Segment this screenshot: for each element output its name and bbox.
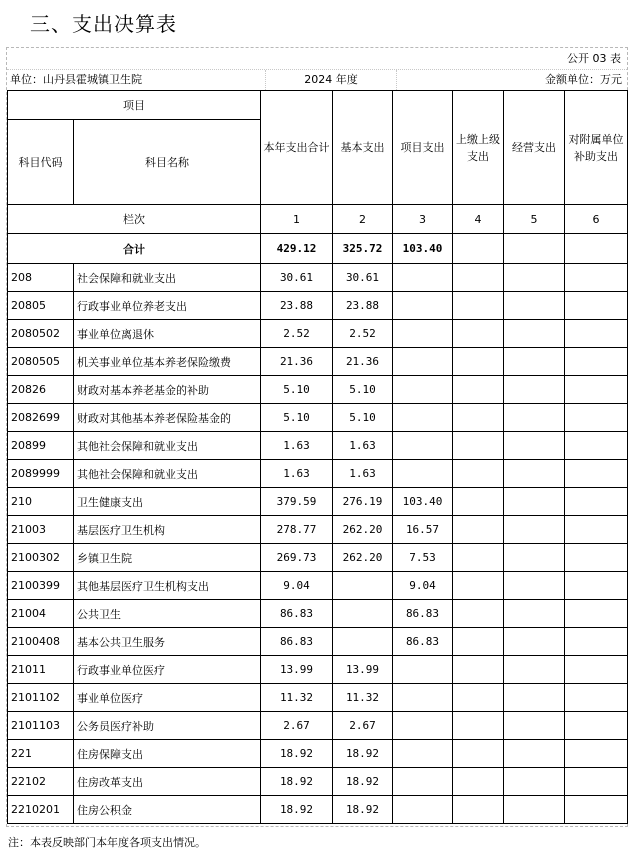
meta-row [7,69,627,90]
amount-cell [393,376,453,404]
total-value [504,234,565,264]
amount-cell [393,712,453,740]
amount-cell: 11.32 [261,684,333,712]
amount-cell [565,460,628,488]
total-row [8,234,628,264]
amount-cell [504,404,565,432]
amount-cell: 9.04 [261,572,333,600]
subject-name: 事业单位医疗 [74,684,261,712]
subject-name: 公共卫生 [74,600,261,628]
amount-cell: 16.57 [393,516,453,544]
amount-cell [565,516,628,544]
amount-cell [393,656,453,684]
amount-cell: 5.10 [333,404,393,432]
table-row [8,348,628,376]
amount-cell: 2.67 [261,712,333,740]
table-row [8,292,628,320]
amount-cell [453,404,504,432]
amount-cell [453,684,504,712]
col-number: 1 [261,205,333,234]
header-business-expense: 经营支出 [504,91,565,205]
subject-name: 其他基层医疗卫生机构支出 [74,572,261,600]
amount-cell [453,768,504,796]
amount-cell [565,432,628,460]
amount-cell [565,712,628,740]
amount-cell [504,740,565,768]
amount-cell: 2.52 [261,320,333,348]
table-row [8,432,628,460]
amount-cell: 18.92 [261,796,333,824]
subject-code: 2080505 [8,348,74,376]
total-value: 325.72 [333,234,393,264]
amount-cell: 30.61 [261,264,333,292]
subject-name: 卫生健康支出 [74,488,261,516]
amount-cell: 21.36 [333,348,393,376]
amount-cell [333,628,393,656]
amount-cell: 13.99 [261,656,333,684]
amount-cell [453,796,504,824]
amount-cell [565,740,628,768]
amount-cell [504,712,565,740]
amount-cell: 9.04 [393,572,453,600]
col-number: 3 [393,205,453,234]
subject-code: 20899 [8,432,74,460]
amount-cell [453,572,504,600]
amount-cell [565,544,628,572]
amount-cell: 18.92 [261,740,333,768]
amount-cell: 18.92 [333,768,393,796]
amount-cell: 21.36 [261,348,333,376]
amount-cell [453,600,504,628]
amount-cell [565,320,628,348]
amount-cell [504,432,565,460]
subject-code: 2082699 [8,404,74,432]
amount-cell [565,376,628,404]
amount-cell [565,684,628,712]
unit-name: 单位：山丹县霍城镇卫生院 [10,73,142,86]
subject-name: 乡镇卫生院 [74,544,261,572]
table-row [8,264,628,292]
amount-cell [504,628,565,656]
amount-cell [565,264,628,292]
subject-code: 21003 [8,516,74,544]
header-subsidy-subordinate: 对附属单位补助支出 [565,91,628,205]
amount-cell [453,488,504,516]
header-remit-upper: 上缴上级支出 [453,91,504,205]
subject-code: 22102 [8,768,74,796]
subject-code: 2100408 [8,628,74,656]
amount-cell: 103.40 [393,488,453,516]
amount-cell: 276.19 [333,488,393,516]
subject-name: 基本公共卫生服务 [74,628,261,656]
amount-cell [504,488,565,516]
subject-name: 公务员医疗补助 [74,712,261,740]
table-code: 公开 03 表 [567,52,621,65]
amount-cell [453,544,504,572]
amount-cell [393,320,453,348]
header-basic-expense: 基本支出 [333,91,393,205]
subject-name: 事业单位离退休 [74,320,261,348]
col-number: 4 [453,205,504,234]
amount-cell [504,516,565,544]
amount-cell: 1.63 [333,460,393,488]
amount-cell [393,460,453,488]
amount-cell: 86.83 [393,628,453,656]
amount-cell [453,320,504,348]
amount-cell [453,712,504,740]
page-title: 三、支出决算表 [30,12,177,36]
amount-cell [453,432,504,460]
subject-code: 2080502 [8,320,74,348]
footnote: 注：本表反映部门本年度各项支出情况。 [8,836,206,849]
amount-cell: 13.99 [333,656,393,684]
amount-cell: 1.63 [333,432,393,460]
amount-cell [565,348,628,376]
header-item: 项目 [8,91,261,120]
subject-code: 210 [8,488,74,516]
table-row [8,600,628,628]
amount-cell: 5.10 [333,376,393,404]
amount-cell [504,460,565,488]
table-row [8,796,628,824]
amount-cell: 379.59 [261,488,333,516]
subject-code: 2101103 [8,712,74,740]
amount-cell [453,264,504,292]
subject-name: 住房公积金 [74,796,261,824]
amount-cell [393,292,453,320]
amount-cell: 11.32 [333,684,393,712]
amount-cell [504,796,565,824]
amount-cell [453,348,504,376]
subject-code: 20805 [8,292,74,320]
amount-cell: 1.63 [261,460,333,488]
subject-name: 社会保障和就业支出 [74,264,261,292]
table-row [8,572,628,600]
amount-cell [504,376,565,404]
amount-cell [504,320,565,348]
subject-code: 20826 [8,376,74,404]
table-row [8,516,628,544]
amount-cell [504,684,565,712]
amount-cell [393,404,453,432]
table-row [8,376,628,404]
amount-cell [393,264,453,292]
amount-cell [504,348,565,376]
amount-cell: 86.83 [261,600,333,628]
amount-cell [565,796,628,824]
table-row [8,460,628,488]
amount-cell: 86.83 [261,628,333,656]
amount-cell [393,768,453,796]
header-column-label: 栏次 [8,205,261,234]
amount-cell [453,656,504,684]
amount-cell: 18.92 [333,740,393,768]
subject-name: 住房保障支出 [74,740,261,768]
subject-code: 2210201 [8,796,74,824]
table-row [8,488,628,516]
amount-cell: 86.83 [393,600,453,628]
amount-cell [393,348,453,376]
header-project-expense: 项目支出 [393,91,453,205]
amount-cell [565,600,628,628]
amount-cell [453,460,504,488]
amount-cell: 278.77 [261,516,333,544]
amount-cell: 7.53 [393,544,453,572]
subject-code: 21011 [8,656,74,684]
subject-name: 住房改革支出 [74,768,261,796]
amount-cell [504,292,565,320]
total-label: 合计 [8,234,261,264]
table-row [8,404,628,432]
amount-cell: 262.20 [333,544,393,572]
header-code: 科目代码 [8,120,74,205]
subject-name: 行政事业单位养老支出 [74,292,261,320]
total-value: 103.40 [393,234,453,264]
amount-cell [393,432,453,460]
amount-cell [393,740,453,768]
amount-cell: 30.61 [333,264,393,292]
amount-cell [453,292,504,320]
subject-code: 2101102 [8,684,74,712]
amount-cell: 2.67 [333,712,393,740]
subject-code: 208 [8,264,74,292]
total-value: 429.12 [261,234,333,264]
table-row [8,740,628,768]
header-name: 科目名称 [74,120,261,205]
amount-cell: 269.73 [261,544,333,572]
amount-unit: 金额单位：万元 [545,73,622,86]
subject-code: 221 [8,740,74,768]
amount-cell: 18.92 [261,768,333,796]
amount-cell: 262.20 [333,516,393,544]
amount-cell [393,796,453,824]
amount-cell [504,572,565,600]
amount-cell [565,292,628,320]
subject-name: 机关事业单位基本养老保险缴费 [74,348,261,376]
subject-name: 基层医疗卫生机构 [74,516,261,544]
amount-cell: 18.92 [333,796,393,824]
table-row [8,320,628,348]
amount-cell [453,516,504,544]
table-code-row [7,48,627,69]
amount-cell: 23.88 [333,292,393,320]
table-row [8,712,628,740]
col-number: 6 [565,205,628,234]
amount-cell [393,684,453,712]
subject-code: 2100399 [8,572,74,600]
table-row [8,656,628,684]
subject-code: 2100302 [8,544,74,572]
table-row [8,768,628,796]
amount-cell [453,628,504,656]
header-total-expense: 本年支出合计 [261,91,333,205]
amount-cell [565,404,628,432]
amount-cell [565,572,628,600]
total-value [565,234,628,264]
col-number: 5 [504,205,565,234]
table-row [8,684,628,712]
amount-cell [453,740,504,768]
subject-name: 财政对基本养老基金的补助 [74,376,261,404]
amount-cell: 5.10 [261,404,333,432]
table-row [8,544,628,572]
amount-cell [333,572,393,600]
amount-cell [504,600,565,628]
amount-cell [504,544,565,572]
amount-cell [333,600,393,628]
amount-cell: 23.88 [261,292,333,320]
subject-name: 行政事业单位医疗 [74,656,261,684]
amount-cell: 5.10 [261,376,333,404]
amount-cell [504,264,565,292]
expenditure-table [7,90,628,824]
amount-cell [504,768,565,796]
amount-cell [504,656,565,684]
table-row [8,628,628,656]
col-number: 2 [333,205,393,234]
subject-name: 其他社会保障和就业支出 [74,460,261,488]
subject-code: 21004 [8,600,74,628]
fiscal-year: 2024 年度 [265,70,397,90]
subject-name: 其他社会保障和就业支出 [74,432,261,460]
amount-cell [565,656,628,684]
amount-cell [565,628,628,656]
total-value [453,234,504,264]
amount-cell: 1.63 [261,432,333,460]
amount-cell [453,376,504,404]
amount-cell [565,488,628,516]
subject-code: 2089999 [8,460,74,488]
amount-cell: 2.52 [333,320,393,348]
subject-name: 财政对其他基本养老保险基金的 [74,404,261,432]
amount-cell [565,768,628,796]
